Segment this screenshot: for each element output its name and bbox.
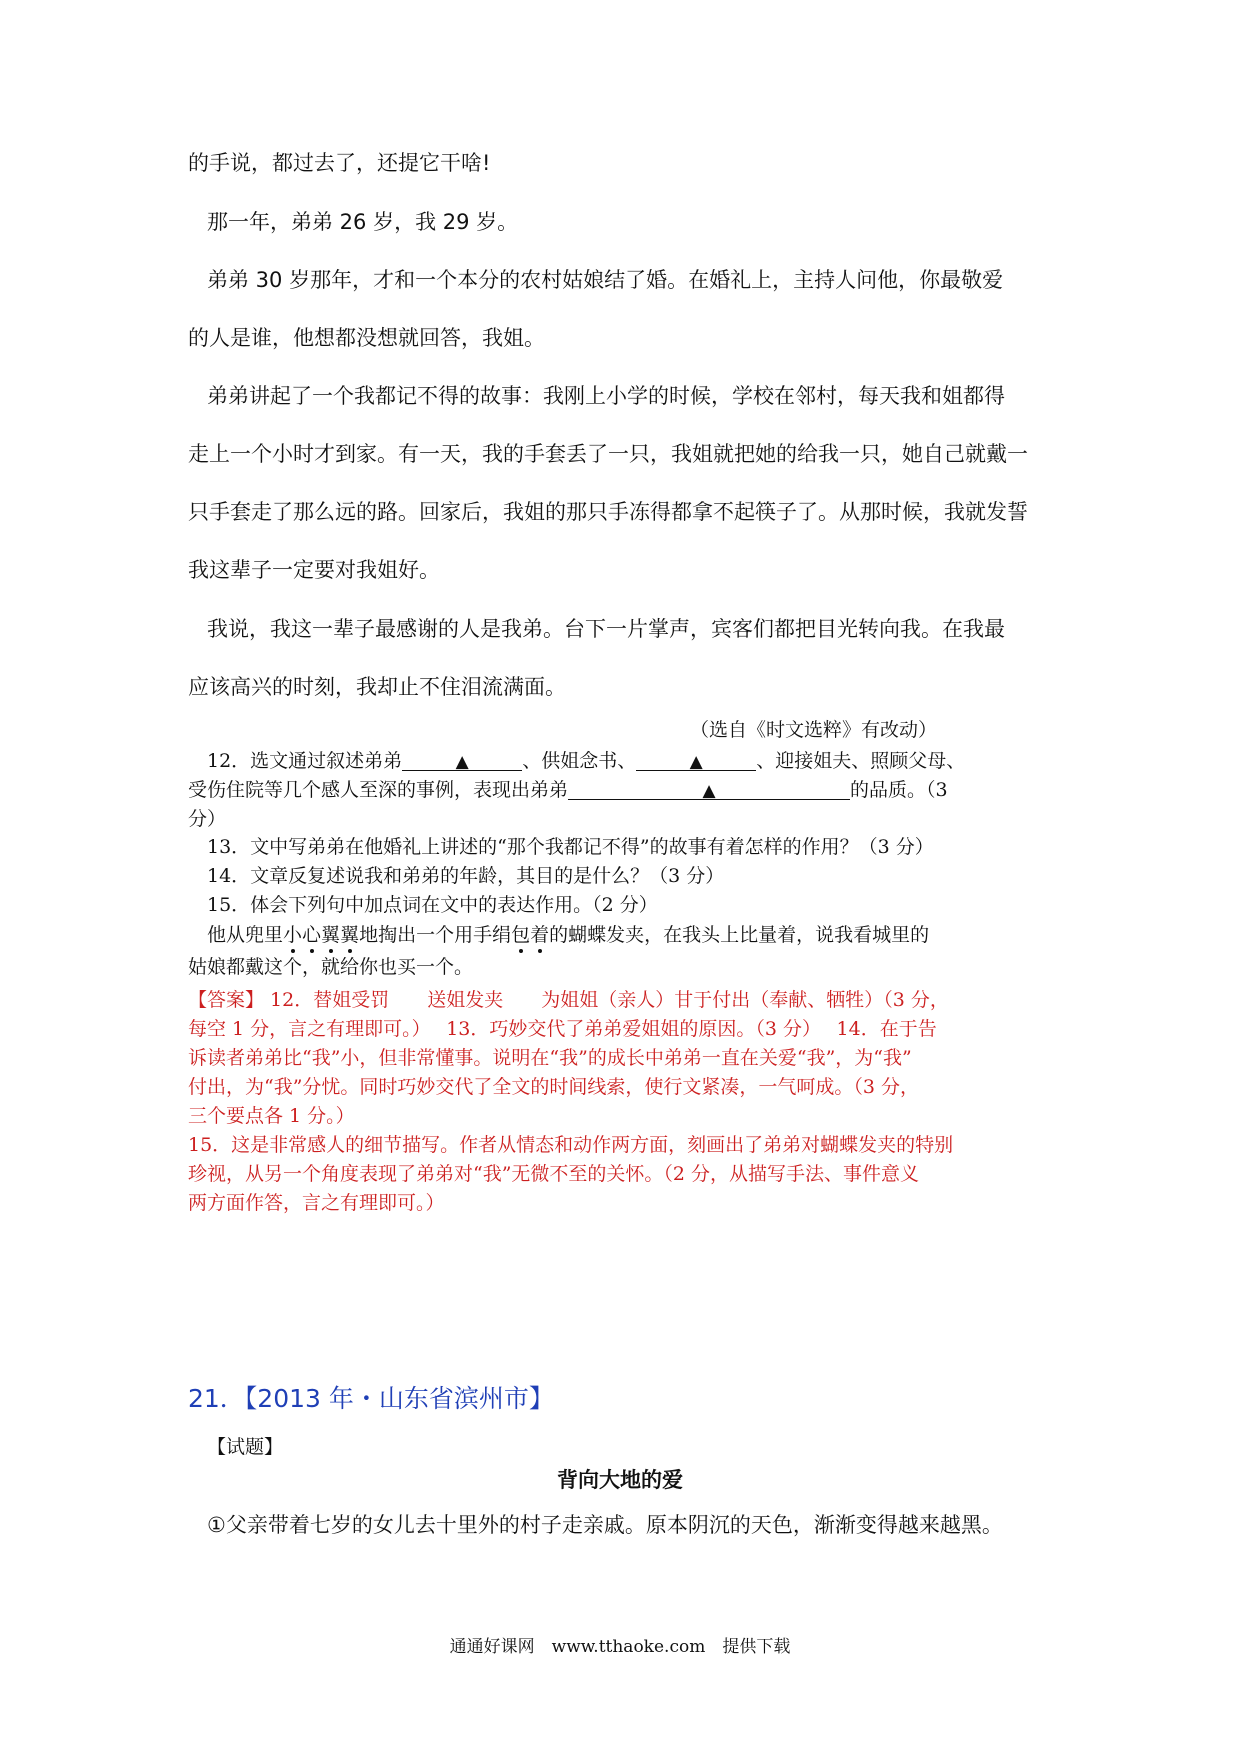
story-line: 弟弟 30 岁那年，才和一个本分的农村姑娘结了婚。在婚礼上，主持人问他，你最敬爱 <box>207 268 1004 292</box>
question-13: 13．文中写弟弟在他婚礼上讲述的“那个我都记不得”的故事有着怎样的作用？（3 分） <box>207 836 934 858</box>
answer-line: 【答案】 12．替姐受罚 送姐发夹 为姐姐（亲人）甘于付出（奉献、牺牲）（3 分， <box>188 989 949 1011</box>
story-line: 弟弟讲起了一个我都记不得的故事：我刚上小学的时候，学校在邻村，每天我和姐都得 <box>207 384 1005 408</box>
triangle-marker: ▲ <box>689 752 703 772</box>
answer-line: 每空 1 分，言之有理即可。） 13．巧妙交代了弟弟爱姐姐的原因。（3 分） 14．在于告 <box>188 1018 937 1040</box>
passage-paragraph: ①父亲带着七岁的女儿去十里外的村子走亲戚。原本阴沉的天色，渐渐变得越来越黑。 <box>207 1513 1003 1537</box>
q12-text: 、迎接姐夫、照顾父母、 <box>756 750 966 772</box>
answer-line: 三个要点各 1 分。） <box>188 1105 355 1127</box>
story-line: 的人是谁，他想都没想就回答，我姐。 <box>188 326 545 350</box>
emphasized-word: 包着 <box>511 924 550 946</box>
question-14: 14．文章反复述说我和弟弟的年龄，其目的是什么？（3 分） <box>207 865 725 887</box>
story-line: 应该高兴的时刻，我却止不住泪流满面。 <box>188 675 566 699</box>
answer-line: 付出，为“我”分忧。同时巧妙交代了全文的时间线索，使行文紧凑，一气呵成。（3 分， <box>188 1076 920 1098</box>
triangle-marker: ▲ <box>702 781 716 801</box>
q12-text: 、供姐念书、 <box>522 750 637 772</box>
story-line: 那一年，弟弟 26 岁，我 29 岁。 <box>207 210 519 234</box>
q12-text: 12．选文通过叙述弟弟 <box>207 750 403 772</box>
answer-line: 诉读者弟弟比“我”小，但非常懂事。说明在“我”的成长中弟弟一直在关爱“我”，为“我” <box>188 1047 912 1069</box>
question-15: 15．体会下列句中加点词在文中的表达作用。（2 分） <box>207 894 658 916</box>
quoted-sentence <box>207 920 1077 950</box>
page-footer: 通通好课网 www.tthaoke.com 提供下载 <box>449 1637 791 1657</box>
q12-text: 受伤住院等几个感人至深的事例，表现出弟弟 <box>188 779 569 801</box>
story-line: 只手套走了那么远的路。回家后，我姐的那只手冻得都拿不起筷子了。从那时候，我就发誓 <box>188 500 1028 524</box>
answer-blank[interactable] <box>636 746 756 771</box>
answer-blank[interactable] <box>568 775 850 800</box>
source-citation: （选自《时文选粹》有改动） <box>690 719 938 741</box>
story-line: 走上一个小时才到家。有一天，我的手套丢了一只，我姐就把她的给我一只，她自己就戴一 <box>188 442 1028 466</box>
answer-blank[interactable] <box>402 746 522 771</box>
q12-text: 的品质。（3 <box>850 779 948 801</box>
story-line: 我这辈子一定要对我姐好。 <box>188 558 440 582</box>
question-12-cont <box>188 775 1058 805</box>
triangle-marker: ▲ <box>455 752 469 772</box>
story-line: 我说，我这一辈子最感谢的人是我弟。台下一片掌声，宾客们都把目光转向我。在我最 <box>207 617 1005 641</box>
passage-title: 背向大地的爱 <box>557 1468 683 1492</box>
sentence-text: 地掏出一个用手绢 <box>359 924 512 946</box>
question-12 <box>207 746 1077 776</box>
sentence-text: 他从兜里 <box>207 924 284 946</box>
section-label: 【试题】 <box>207 1436 284 1458</box>
q12-points: 分） <box>188 808 227 830</box>
answer-line: 两方面作答，言之有理即可。） <box>188 1192 445 1214</box>
answer-line: 15．这是非常感人的细节描写。作者从情态和动作两方面，刻画出了弟弟对蝴蝶发夹的特别 <box>188 1134 954 1156</box>
emphasized-word: 小心翼翼 <box>283 924 360 946</box>
quoted-sentence-cont: 姑娘都戴这个，就给你也买一个。 <box>188 956 474 978</box>
section-heading: 21．【2013 年・山东省滨州市】 <box>188 1384 554 1413</box>
sentence-text: 的蝴蝶发夹，在我头上比量着，说我看城里的 <box>549 924 930 946</box>
story-line: 的手说，都过去了，还提它干啥! <box>188 151 491 175</box>
answer-line: 珍视，从另一个角度表现了弟弟对“我”无微不至的关怀。（2 分，从描写手法、事件意义 <box>188 1163 920 1185</box>
